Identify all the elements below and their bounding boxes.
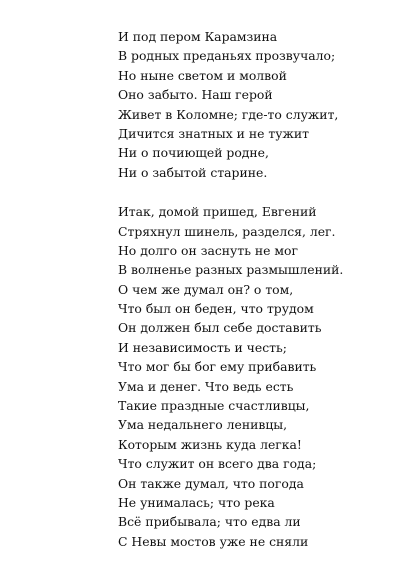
poem-line: Что был он беден, что трудом bbox=[118, 301, 314, 317]
poem-line: В волненье разных размышлений. bbox=[118, 262, 344, 278]
poem-line: С Невы мостов уже не сняли bbox=[118, 533, 309, 549]
poem-line: Не унималась; что река bbox=[118, 494, 275, 510]
poem-line: Но долго он заснуть не мог bbox=[118, 242, 299, 258]
poem-line: Что служит он всего два года; bbox=[118, 456, 317, 472]
poem-line: Итак, домой пришед, Евгений bbox=[118, 204, 317, 220]
poem-line: Которым жизнь куда легка! bbox=[118, 436, 302, 452]
poem-line: В родных преданьях прозвучало; bbox=[118, 48, 336, 64]
poem-line: Живет в Коломне; где-то служит, bbox=[118, 106, 339, 122]
poem-line: И под пером Карамзина bbox=[118, 29, 278, 44]
poem-line: Что мог бы бог ему прибавить bbox=[118, 359, 317, 375]
poem-line: Он также думал, что погода bbox=[118, 475, 304, 491]
stanza-2 bbox=[118, 202, 388, 551]
poem-line: Ума недальнего ленивцы, bbox=[118, 417, 288, 433]
poem-line: Но ныне светом и молвой bbox=[118, 67, 287, 83]
poem-line: Всё прибывала; что едва ли bbox=[118, 514, 301, 530]
poem-line: Такие праздные счастливцы, bbox=[118, 398, 310, 414]
poem-line: О чем же думал он? о том, bbox=[118, 281, 294, 297]
poem-line: Стряхнул шинель, разделся, лег. bbox=[118, 223, 336, 239]
poem-line: Ума и денег. Что ведь есть bbox=[118, 378, 294, 394]
poem-line: Ни о забытой старине. bbox=[118, 164, 268, 180]
poem-line: Оно забыто. Наш герой bbox=[118, 87, 273, 103]
poem-line: И независимость и честь; bbox=[118, 339, 287, 355]
poem-line: Ни о почиющей родне, bbox=[118, 145, 269, 161]
stanza-1 bbox=[118, 27, 388, 182]
poem-line: Дичится знатных и не тужит bbox=[118, 125, 310, 141]
poem-line: Он должен был себе доставить bbox=[118, 320, 322, 336]
poem-text bbox=[118, 27, 388, 551]
